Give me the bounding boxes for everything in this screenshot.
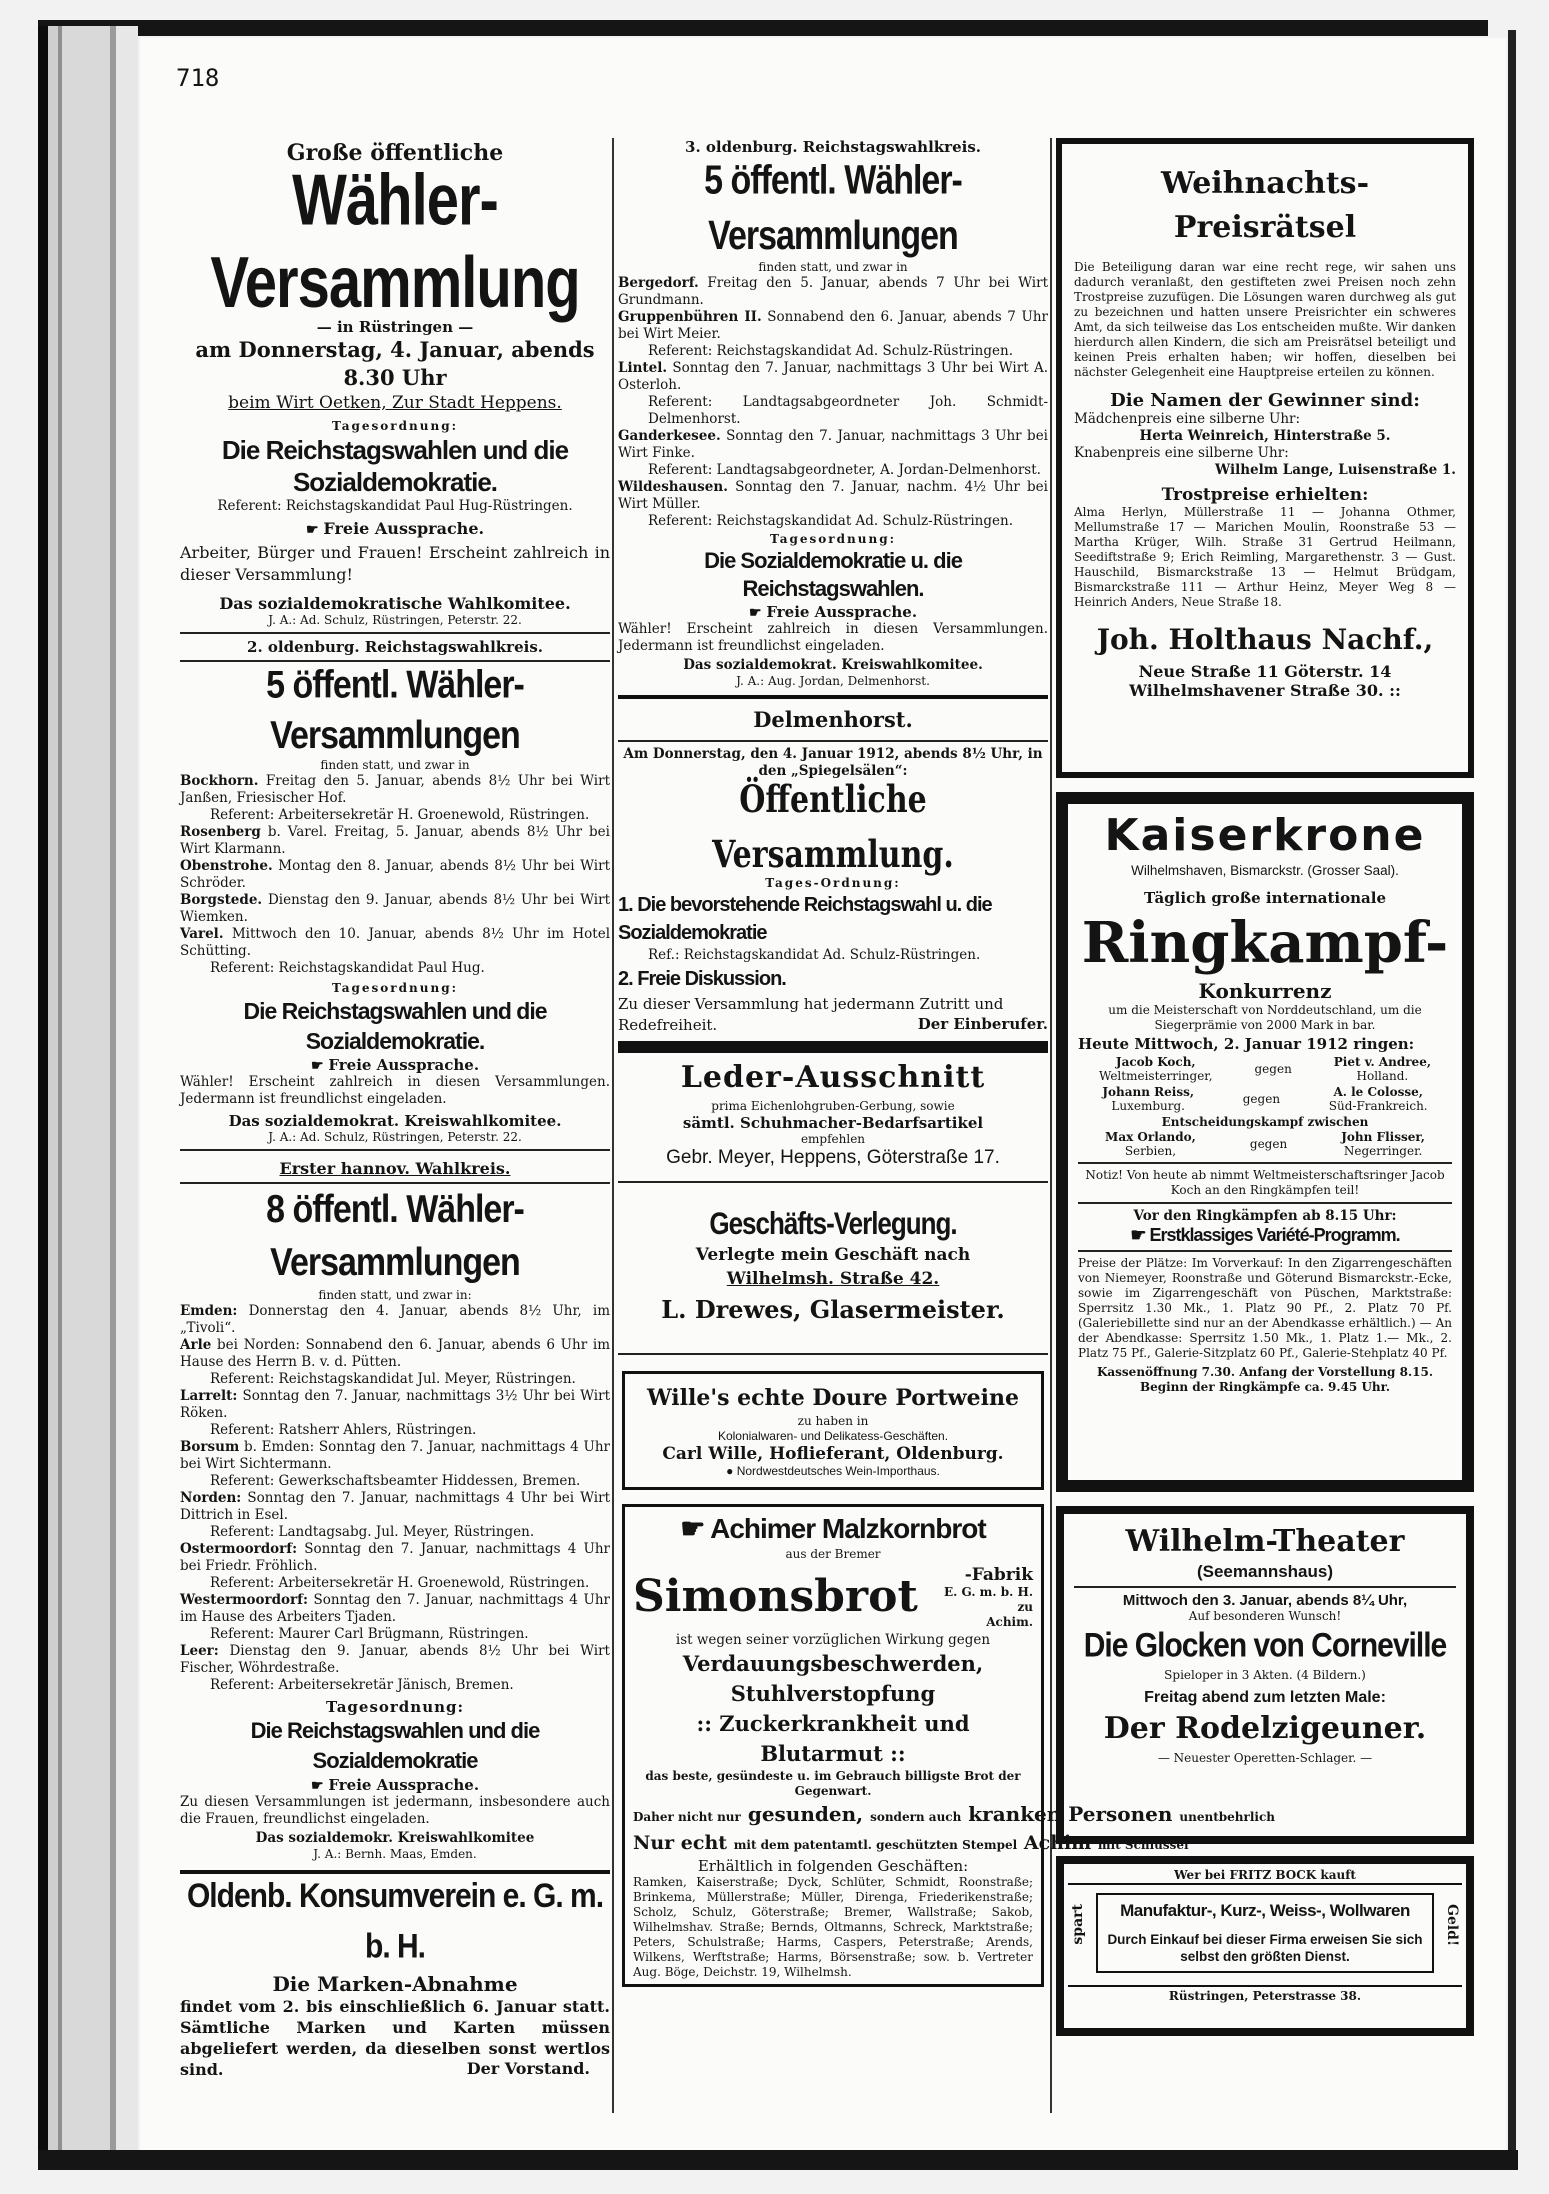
agenda-item-1: 1. Die bevorstehende Reichstagswahl u. die Sozialdemokratie: [618, 894, 992, 944]
divider: [1074, 1586, 1456, 1588]
wrestler-a-origin: Serbien,: [1124, 1144, 1177, 1158]
appeal: Arbeiter, Bürger und Frauen! Erscheint zahlreich in dieser Versammlung!: [180, 543, 610, 584]
hand-pointer-icon: ☛: [305, 522, 324, 538]
event-speaker: Referent: Arbeitersekretär H. Groenewold, Rüstringen.: [210, 807, 590, 823]
wrestler-pair: [1078, 1055, 1452, 1083]
headline: Leder-Ausschnitt: [680, 1060, 986, 1095]
event-details: Sonntag den 7. Januar, nachmittags 4 Uhr im Hause des Arbeiters Tjaden.: [180, 1592, 610, 1625]
event-details: Mittwoch den 10. Januar, abends 8½ Uhr im Hotel Schütting.: [180, 926, 611, 959]
line-6: [633, 1829, 1189, 1857]
newspaper-page: [140, 38, 1506, 2150]
event-speaker: Referent: Landtagsabgeordneter Joh. Schmidt-Delmenhorst.: [648, 394, 1048, 427]
mit: mit dem patentamtl. geschützten Stempel: [733, 1838, 1018, 1852]
headline: Oldenb. Konsumverein e. G. m. b. H.: [186, 1877, 604, 1966]
event-details: Dienstag den 9. Januar, abends 8½ Uhr bei Wirt Fischer, Wöhrdestraße.: [180, 1643, 610, 1676]
brand-row: [633, 1562, 1033, 1632]
event-list: [180, 1303, 610, 1694]
topic: Die Reichstagswahlen und die Sozialdemokratie.: [221, 435, 569, 497]
event-speaker: Referent: Gewerkschaftsbeamter Hiddessen, Bremen.: [210, 1473, 581, 1489]
hand-pointer-icon: ☛: [310, 1058, 329, 1074]
request: Auf besonderen Wunsch!: [1188, 1609, 1342, 1623]
committee: Das sozialdemokrat. Kreiswahlkomitee.: [228, 1112, 562, 1130]
decision: Entscheidungskampf zwischen: [1161, 1115, 1369, 1129]
date-time: am Donnerstag, 4. Januar, abends 8.30 Uhr: [195, 337, 595, 390]
event-details: Freitag den 5. Januar, abends 7 Uhr bei Wirt Grundmann.: [618, 275, 1049, 308]
line-1: prima Eichenlohgruben-Gerbung, sowie: [711, 1099, 955, 1113]
gesunden: gesunden,: [747, 1802, 864, 1826]
wrestler-a: Jacob Koch,: [1115, 1055, 1196, 1069]
event-place: Gruppenbühren II.: [618, 309, 762, 325]
boys-winner: Wilhelm Lange, Luisenstraße 1.: [1215, 462, 1456, 478]
free-discussion: ☛ Freie Aussprache.: [310, 1056, 480, 1074]
wrestler-b-origin: Süd-Frankreich.: [1328, 1099, 1428, 1113]
event-details: Montag den 8. Januar, abends 8½ Uhr bei Wirt Schröder.: [180, 858, 610, 891]
headline: Wähler-Versammlung: [210, 159, 580, 324]
zu: zu: [1017, 1600, 1033, 1614]
line-1: ist wegen seiner vorzüglichen Wirkung gegen: [675, 1632, 991, 1648]
event-item: [180, 1337, 610, 1371]
headline: ☛ Achimer Malzkornbrot: [680, 1513, 986, 1544]
hand-pointer-icon: ☛: [310, 1778, 329, 1794]
event-item: [180, 1592, 610, 1626]
line-3: ● Nordwestdeutsches Wein-Importhaus.: [726, 1464, 940, 1478]
line-5: [633, 1799, 1275, 1829]
wrestler-pairs: [1078, 1055, 1452, 1113]
address-2: Wilhelmshavener Straße 30. ::: [1129, 681, 1401, 700]
topic: Die Reichstagswahlen und die Sozialdemokratie: [250, 1718, 540, 1773]
title: Die Glocken von Corneville: [1083, 1626, 1447, 1665]
title-2: Der Rodelzigeuner.: [1103, 1711, 1427, 1746]
scan-top-shadow: [38, 20, 1488, 36]
scan-binding: [38, 26, 138, 2164]
divider: [180, 632, 610, 634]
event-speaker: Referent: Reichstagskandidat Paul Hug.: [210, 960, 485, 976]
line-3: :: Zuckerkrankheit und Blutarmut ::: [696, 1711, 970, 1766]
event-details: Sonntag den 7. Januar, nachmittags 4 Uhr bei Wirt Dittrich in Esel.: [180, 1490, 610, 1523]
note: Notiz! Von heute ab nimmt Weltmeisterschaftsringer Jacob Koch an den Ringkämpfen teil!: [1085, 1168, 1445, 1197]
big-title: Ringkampf-: [1081, 910, 1449, 976]
event-item: [180, 926, 610, 960]
event-item: [618, 275, 1048, 309]
event-speaker: Referent: Landtagsabg. Jul. Meyer, Rüstringen.: [210, 1524, 535, 1540]
event-speaker: Referent: Reichstagskandidat Ad. Schulz-Rüstringen.: [648, 343, 1013, 359]
event-speaker: Referent: Reichstagskandidat Ad. Schulz-Rüstringen.: [648, 513, 1013, 529]
event-item: [180, 1439, 610, 1473]
shops: Ramken, Kaiserstraße; Dyck, Schlüter, Schmidt, Roonstraße; Brinkema, Müllerstraße; Müller, Direnga, Friederikenstraße; Scholz, Schulz, Göterstraße; Bremer, Wallstraße; Sakob, Wilhelmshav. Straße; Bernds, Oltmanns, Schreck, Marktstraße; Peters, Schulstraße; Harms, Caspers, Peterstraße; Arends, Wilkens, Werftstraße; Harms, Börsenstraße; sow. b. Vertreter Aug. Böge, Deichstr. 19, Wilhelmsh.: [633, 1875, 1033, 1979]
event-place: Obenstrohe.: [180, 858, 273, 874]
event-place: Wildeshausen.: [618, 479, 728, 495]
wrestler-b: Piet v. Andree,: [1333, 1055, 1432, 1069]
agenda-item-2: 2. Freie Diskussion.: [618, 968, 786, 990]
before: Vor den Ringkämpfen ab 8.15 Uhr:: [1133, 1208, 1397, 1224]
today: Heute Mittwoch, 2. Januar 1912 ringen:: [1078, 1035, 1415, 1053]
event-item: [180, 858, 610, 892]
subtitle: Die Marken-Abnahme: [272, 1972, 518, 1996]
divider: [1078, 1202, 1452, 1204]
event-place: Varel.: [180, 926, 224, 942]
description: um die Meisterschaft von Norddeutschland, um die Siegerprämie von 2000 Mark in bar.: [1108, 1003, 1422, 1032]
district: 2. oldenburg. Reichstagswahlkreis.: [247, 638, 543, 656]
boys-prize: Knabenpreis eine silberne Uhr:: [1074, 445, 1289, 461]
event-item: [180, 1303, 610, 1337]
event-details: Sonnabend den 6. Januar, abends 7 Uhr bei Wirt Meier.: [618, 309, 1048, 342]
speaker: Referent: Reichstagskandidat Paul Hug-Rüstringen.: [217, 498, 573, 514]
free-discussion: ☛ Freie Aussprache.: [305, 519, 485, 538]
divider: [180, 1149, 610, 1151]
topic: Die Sozialdemokratie u. die Reichstagswahlen.: [704, 548, 962, 601]
achim-stamp: Achim: [1023, 1832, 1092, 1854]
event-speaker: Referent: Arbeitersekretär Jänisch, Bremen.: [210, 1677, 514, 1693]
times: Kassenöffnung 7.30. Anfang der Vorstellung 8.15. Beginn der Ringkämpfe ca. 9.45 Uhr.: [1096, 1365, 1434, 1394]
body: findet vom 2. bis einschließlich 6. Januar statt. Sämtliche Marken und Karten müssen abgeliefert werden, da dieselben sonst wertlos sind.: [180, 1997, 610, 2079]
ad-2nd-district-meetings: [180, 638, 610, 1145]
event-place: Westermoordorf:: [180, 1592, 308, 1608]
page-number: 718: [176, 64, 220, 92]
event-speaker: Referent: Landtagsabgeordneter, A. Jordan-Delmenhorst.: [648, 462, 1041, 478]
line-3: empfehlen: [800, 1132, 866, 1146]
signature: Der Einberufer.: [917, 1015, 1048, 1033]
event-details: Sonntag den 7. Januar, nachmittags 3½ Uhr bei Wirt Röken.: [180, 1388, 610, 1421]
ad-leder-ausschnitt: [618, 1057, 1048, 1169]
event-item: [618, 479, 1048, 513]
intro: finden statt, und zwar in:: [318, 1288, 472, 1302]
event-details: Sonntag den 7. Januar, nachmittags 4 Uhr bei Friedr. Fröhlich.: [180, 1541, 610, 1574]
event-details: Sonntag den 7. Januar, nachm. 4½ Uhr bei Wirt Müller.: [618, 479, 1048, 512]
girls-winner: Herta Weinreich, Hinterstraße 5.: [1139, 428, 1391, 444]
event-list: [180, 773, 610, 977]
event-place: Bergedorf.: [618, 275, 699, 291]
ad-delmenhorst-meeting: [618, 707, 1048, 1033]
venue: beim Wirt Oetken, Zur Stadt Heppens.: [228, 393, 562, 413]
ad-wille-portwein: [622, 1371, 1044, 1490]
body: Die Beteiligung daran war eine recht rege, wir sahen uns dadurch veranlaßt, den gestifteten zwei Preisen noch zehn Trostpreise zuzufügen. Die Lösungen waren durchweg als gut zu bezeichnen und hatten unsere Preisrichter ein schweres Amt, da sich teilweise das Los entscheiden mußte. Wir danken hierdurch allen Kindern, die sich am Preisrätsel beteiligt und keinen Preis erhalten haben; wir hoffen, dieselben bei nächster Gelegenheit eine Hauptpreise erteilen zu können.: [1074, 260, 1456, 379]
firm: Gebr. Meyer, Heppens, Göterstraße 17.: [666, 1147, 1000, 1168]
divider: [618, 1353, 1048, 1355]
bullet-icon: ●: [726, 1464, 737, 1478]
intro: finden statt, und zwar in: [758, 260, 908, 274]
agenda-label: Tagesordnung:: [325, 1698, 465, 1716]
agenda-label: Tagesordnung:: [331, 981, 459, 995]
daily: Täglich große internationale: [1144, 889, 1386, 907]
event-speaker: Referent: Reichstagskandidat Jul. Meyer, Rüstringen.: [210, 1371, 576, 1387]
hand-pointer-icon: ☛: [748, 605, 767, 621]
signature: Der Vorstand.: [466, 2059, 590, 2078]
fabrik: -Fabrik: [964, 1565, 1033, 1585]
event-place: Bockhorn.: [180, 773, 259, 789]
versus: gegen: [1254, 1062, 1292, 1076]
signature: J. A.: Bernh. Maas, Emden.: [313, 1847, 477, 1861]
wrestler-a-origin: Luxemburg.: [1111, 1099, 1185, 1113]
nur-echt: Nur echt: [633, 1832, 728, 1854]
event-item: [180, 1643, 610, 1677]
event-details: Dienstag den 9. Januar, abends 8½ Uhr bei Wirt Wiemken.: [180, 892, 610, 925]
from: aus der Bremer: [785, 1547, 881, 1561]
line-7: Erhältlich in folgenden Geschäften:: [697, 1857, 969, 1875]
event-item: [180, 773, 610, 807]
ad-preisraetsel: [1056, 138, 1474, 778]
headline: 5 öffentl. Wähler-Versammlungen: [266, 662, 524, 758]
ad-rustringen-meeting: [180, 140, 610, 628]
event-place: Leer:: [180, 1643, 219, 1659]
versus: gegen: [1249, 1137, 1288, 1151]
ad-konsumverein: [180, 1878, 610, 2078]
wrestler-pair: [1078, 1085, 1452, 1113]
district: Erster hannov. Wahlkreis.: [279, 1159, 511, 1178]
wrestler-pair-3: [1078, 1130, 1452, 1158]
ad-geschaefts-verlegung: [618, 1203, 1048, 1329]
line-2: Verdauungsbeschwerden, Stuhlverstopfung: [682, 1651, 984, 1706]
brand: Simonsbrot: [633, 1571, 918, 1622]
wrestler-a: Max Orlando,: [1105, 1130, 1196, 1144]
ad-kaiserkrone: [1056, 792, 1474, 1492]
right-text: Geld!: [1444, 1904, 1460, 1947]
headline: Kaiserkrone: [1104, 810, 1426, 861]
wrestler-b: John Flisser,: [1341, 1130, 1425, 1144]
event-place: Borsum: [180, 1439, 240, 1455]
agenda-label: Tages-Ordnung:: [765, 876, 901, 890]
scan-bottom-shadow: [38, 2150, 1518, 2170]
headline: Wilhelm-Theater: [1125, 1524, 1405, 1559]
location: — in Rüstringen —: [316, 318, 474, 336]
event-details: b. Varel. Freitag, 5. Januar, abends 8½ Uhr bei Wirt Klarmann.: [180, 824, 610, 857]
topic: Die Reichstagswahlen und die Sozialdemokratie.: [243, 998, 547, 1054]
column-3: [1056, 138, 1474, 2036]
address: Rüstringen, Peterstrasse 38.: [1068, 1985, 1462, 2004]
event-place: Larrelt:: [180, 1388, 238, 1404]
event-speaker: Referent: Arbeitersekretär H. Groenewold, Rüstringen.: [210, 1575, 590, 1591]
event-place: Rosenberg: [180, 824, 261, 840]
event-list: [618, 275, 1048, 530]
address-1: Neue Straße 11 Göterstr. 14: [1138, 662, 1392, 681]
gmbh: E. G. m. b. H.: [944, 1585, 1033, 1599]
variety: ☛ Erstklassiges Variété-Programm.: [1130, 1225, 1400, 1245]
event-details: b. Emden: Sonntag den 7. Januar, nachmittags 4 Uhr bei Wirt Sichtermann.: [180, 1439, 610, 1472]
wrestler-a-origin: Weltmeisterringer,: [1098, 1069, 1213, 1083]
headline: 5 öffentl. Wähler-Versammlungen: [704, 157, 962, 259]
headline: Weihnachts-Preisrätsel: [1160, 166, 1370, 245]
fabrik-info: [944, 1566, 1033, 1630]
event-details: Donnerstag den 4. Januar, abends 8½ Uhr, im „Tivoli“.: [180, 1303, 610, 1336]
event-item: [180, 1490, 610, 1524]
top-line: Wer bei FRITZ BOCK kauft: [1068, 1868, 1462, 1885]
appeal: Zu diesen Versammlungen ist jedermann, insbesondere auch die Frauen, freundlichst eingeladen.: [180, 1794, 610, 1827]
event-item: [180, 1541, 610, 1575]
friday: Freitag abend zum letzten Male:: [1144, 1689, 1386, 1706]
event-place: Ostermoordorf:: [180, 1541, 298, 1557]
speaker: Ref.: Reichstagskandidat Ad. Schulz-Rüstringen.: [648, 947, 981, 963]
firm: L. Drewes, Glasermeister.: [661, 1295, 1005, 1324]
event-item: [618, 428, 1048, 462]
ad-fritz-bock: [1056, 1856, 1474, 2036]
tagline: — Neuester Operetten-Schlager. —: [1157, 1751, 1373, 1765]
date-time: Mittwoch den 3. Januar, abends 8¼ Uhr,: [1122, 1592, 1408, 1609]
signature: J. A.: Ad. Schulz, Rüstringen, Peterstr. 22.: [268, 613, 522, 627]
event-item: [180, 824, 610, 858]
unentbehrlich: unentbehrlich: [1179, 1810, 1275, 1824]
girls-prize: Mädchenpreis eine silberne Uhr:: [1074, 411, 1301, 427]
scan-right-edge: [1508, 30, 1516, 2160]
goods: Manufaktur-, Kurz-, Weiss-, Wollwaren: [1120, 1901, 1410, 1920]
line-2: sämtl. Schuhmacher-Bedarfsartikel: [682, 1114, 984, 1132]
event-item: [618, 309, 1048, 343]
event-place: Borgstede.: [180, 892, 263, 908]
hand-pointer-icon: ☛: [1130, 1225, 1150, 1245]
ad-wilhelm-theater: [1056, 1506, 1474, 1844]
daher: Daher nicht nur: [633, 1810, 741, 1824]
appeal: Wähler! Erscheint zahlreich in diesen Versammlungen. Jedermann ist freundlichst eingeladen.: [618, 621, 1048, 654]
agenda-label: Tagesordnung:: [769, 532, 897, 546]
committee: Das sozialdemokratische Wahlkomitee.: [219, 594, 571, 613]
kranken: kranken Personen: [968, 1802, 1173, 1826]
signature: J. A.: Ad. Schulz, Rüstringen, Peterstr. 22.: [268, 1130, 522, 1144]
firm: Joh. Holthaus Nachf.,: [1096, 623, 1434, 656]
meta: Spieloper in 3 Akten. (4 Bildern.): [1164, 1668, 1366, 1682]
intro: finden statt, und zwar in: [320, 758, 470, 772]
event-item: [180, 1388, 610, 1422]
body: Durch Einkauf bei dieser Firma erweisen Sie sich selbst den größten Dienst.: [1107, 1932, 1423, 1964]
event-place: Lintel.: [618, 360, 668, 376]
event-place: Ganderkesee.: [618, 428, 721, 444]
event-item: [180, 892, 610, 926]
district: 3. oldenburg. Reichstagswahlkreis.: [685, 138, 981, 156]
line-1: zu haben in: [797, 1414, 869, 1428]
date-time: Am Donnerstag, den 4. Januar 1912, abends 8½ Uhr, in den „Spiegelsälen“:: [623, 746, 1043, 779]
prices: Preise der Plätze: Im Vorverkauf: In den Zigarrengeschäften von Niemeyer, Roonstraße und Göterund Bismarckstr.-Ecke, sowie im Zigarrengeschäft von Püschen, Marktstraße: Sperrsitz 1.30 Mk., 1. Platz 90 Pf., 2. Platz 70 Pf. (Galeriebillette sind nur an der Abendkasse erhältlich.) — An der Abendkasse: Sperrsitz 1.50 Mk., 1. Platz 1.— Mk., 2. Platz 75 Pf., Galerie-Sitzplatz 60 Pf., Galerie-Stehplatz 40 Pf.: [1078, 1256, 1452, 1360]
committee: Das sozialdemokrat. Kreiswahlkomitee.: [683, 657, 983, 673]
divider: [1078, 1162, 1452, 1164]
winners-title: Die Namen der Gewinner sind:: [1110, 390, 1420, 411]
free-discussion: ☛ Freie Aussprache.: [748, 603, 918, 621]
achim: Achim.: [986, 1615, 1033, 1629]
event-details: Sonntag den 7. Januar, nachmittags 3 Uhr bei Wirt A. Osterloh.: [618, 360, 1048, 393]
event-details: bei Norden: Sonnabend den 6. Januar, abends 6 Uhr im Hause des Herrn B. v. d. Pütten.: [180, 1337, 610, 1370]
line-2: Wilhelmsh. Straße 42.: [726, 1269, 940, 1289]
versus: gegen: [1242, 1092, 1281, 1106]
divider: [618, 695, 1048, 699]
appeal: Wähler! Erscheint zahlreich in diesen Versammlungen. Jedermann ist freundlichst eingeladen.: [180, 1074, 610, 1107]
event-place: Arle: [180, 1337, 212, 1353]
event-speaker: Referent: Ratsherr Ahlers, Rüstringen.: [210, 1422, 477, 1438]
headline: 8 öffentl. Wähler-Versammlungen: [266, 1187, 524, 1285]
subtitle: (Seemannshaus): [1196, 1562, 1334, 1581]
inner-box: [1096, 1893, 1434, 1973]
consolation-title: Trostpreise erhielten:: [1161, 485, 1369, 505]
wrestler-b-origin: Negerringer.: [1343, 1144, 1423, 1158]
agenda-label: Tagesordnung:: [331, 419, 459, 433]
event-place: Norden:: [180, 1490, 242, 1506]
free-discussion: ☛ Freie Aussprache.: [310, 1776, 480, 1794]
column-1: [180, 138, 610, 2078]
kicker: Große öffentliche: [286, 140, 504, 166]
event-item: [618, 360, 1048, 394]
konkurrenz: Konkurrenz: [1198, 979, 1332, 1003]
address: Wilhelmshaven, Bismarckstr. (Grosser Saal).: [1131, 863, 1399, 878]
divider: [1078, 1250, 1452, 1252]
hand-pointer-icon: ☛: [680, 1513, 711, 1544]
sondern: sondern auch: [870, 1810, 962, 1824]
committee: Das sozialdemokr. Kreiswahlkomitee: [255, 1830, 535, 1846]
wrestler-a: Johann Reiss,: [1102, 1085, 1195, 1099]
schluessel: mit Schlüssel: [1097, 1838, 1189, 1852]
signature: J. A.: Aug. Jordan, Delmenhorst.: [736, 674, 930, 688]
town: Delmenhorst.: [753, 707, 913, 732]
left-text: spart: [1070, 1904, 1086, 1945]
event-place: Emden:: [180, 1303, 238, 1319]
event-speaker: Referent: Maurer Carl Brügmann, Rüstringen.: [210, 1626, 529, 1642]
line-1: Verlegte mein Geschäft nach: [695, 1245, 971, 1265]
firm: Carl Wille, Hoflieferant, Oldenburg.: [662, 1444, 1004, 1464]
event-details: Freitag den 5. Januar, abends 8½ Uhr bei Wirt Janßen, Friesischer Hof.: [180, 773, 610, 806]
line-4: das beste, gesündeste u. im Gebrauch billigste Brot der Gegenwart.: [645, 1769, 1021, 1798]
note: Zu dieser Versammlung hat jedermann Zutritt und Redefreiheit.: [618, 995, 1004, 1034]
headline: Öffentliche Versammlung.: [712, 778, 954, 877]
ad-hannover-district-meetings: [180, 1159, 610, 1862]
line-2: Kolonialwaren- und Delikatess-Geschäften.: [717, 1429, 949, 1443]
event-details: Sonntag den 7. Januar, nachmittags 3 Uhr bei Wirt Finke.: [618, 428, 1048, 461]
wrestler-b: A. le Colosse,: [1333, 1085, 1423, 1099]
headline: Wille's echte Doure Portweine: [646, 1385, 1020, 1411]
headline: Geschäfts-Verlegung.: [709, 1205, 957, 1241]
divider: [618, 1181, 1048, 1183]
consolation-list: Alma Herlyn, Müllerstraße 11 — Johanna Othmer, Mellumstraße 17 — Marichen Moulin, Roonstraße 53 — Martha Krüger, Wilh. Straße 31 Gertrud Heilmann, Seediftstraße 9; Erich Reimling, Margarethenstr. 3 — Gust. Hauschild, Bismarckstraße 13 — Helmut Brüdgam, Bismarckstraße 111 — Arthur Heinz, Meyer Weg 8 — Heinrich Anders, Neue Straße 18.: [1074, 505, 1456, 609]
column-rule-1: [612, 138, 614, 2113]
wrestler-b-origin: Holland.: [1356, 1069, 1409, 1083]
ad-3rd-district-meetings: [618, 138, 1048, 689]
divider: [618, 740, 1048, 742]
divider: [618, 1041, 1048, 1053]
